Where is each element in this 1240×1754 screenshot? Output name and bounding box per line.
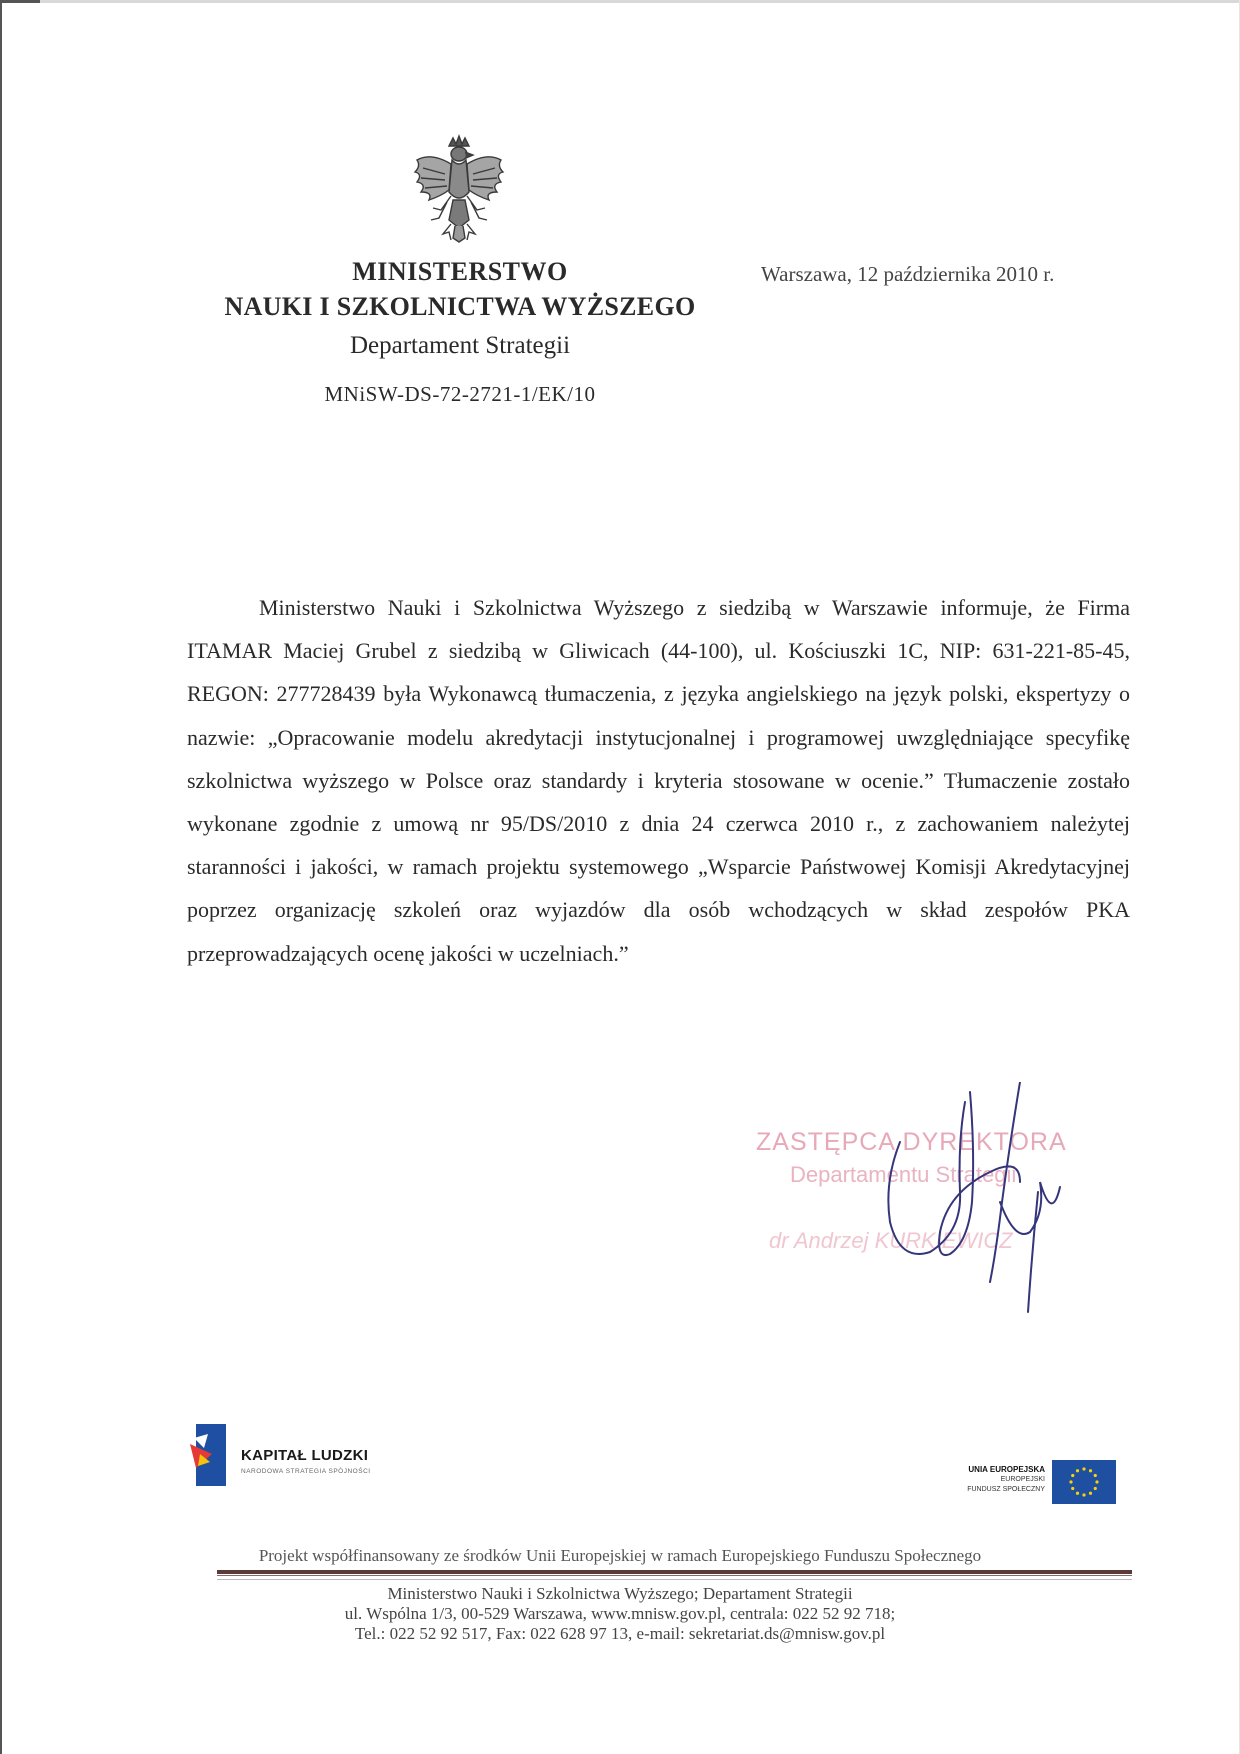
footer-line2: ul. Wspólna 1/3, 00-529 Warszawa, www.mnisw.gov.pl, centrala: 022 52 92 718;: [344, 1604, 896, 1623]
eu-star-icon: [1071, 1474, 1074, 1477]
reference-number: MNiSW-DS-72-2721-1/EK/10: [324, 382, 596, 406]
scan-left-edge: [0, 0, 2, 1754]
kapital-ludzki-logo: [190, 1424, 430, 1486]
kapital-ludzki-title: KAPITAŁ LUDZKI: [241, 1447, 369, 1464]
footer-line1: Ministerstwo Nauki i Szkolnictwa Wyższego; Departament Strategii: [387, 1584, 853, 1603]
ministry-name-line2: NAUKI I SZKOLNICTWA WYŻSZEGO: [224, 292, 696, 321]
eu-star-icon: [1069, 1480, 1072, 1483]
eu-star-icon: [1094, 1487, 1097, 1490]
eu-star-icon: [1095, 1480, 1098, 1483]
footer-rule-light: [217, 1579, 1132, 1580]
eu-star-icon: [1076, 1492, 1079, 1495]
eu-logo-line2: EUROPEJSKI: [1000, 1476, 1045, 1483]
kapital-ludzki-subtitle: NARODOWA STRATEGIA SPÓJNOŚCI: [241, 1468, 371, 1475]
footer-line3: Tel.: 022 52 92 517, Fax: 022 628 97 13, e-mail: sekretariat.ds@mnisw.gov.pl: [354, 1624, 886, 1643]
eu-star-icon: [1082, 1493, 1085, 1496]
eu-star-icon: [1089, 1492, 1092, 1495]
stamp-title: ZASTĘPCA DYREKTORA: [756, 1128, 1067, 1156]
eu-star-icon: [1076, 1469, 1079, 1472]
body-paragraph: Ministerstwo Nauki i Szkolnictwa Wyższego z siedzibą w Warszawie informuje, że Firma ITAMAR Maciej Grubel z siedzibą w Gliwicach (44-100), ul. Kościuszki 1C, NIP: 631-221-85-45, REGON: 277728439 była Wykonawcą tłumaczenia, z języka angielskiego na język polski, ekspertyzy o nazwie: „Opracowanie modelu akredytacji instytucjonalnej i programowej uwzględniające specyfikę szkolnictwa wyższego w Polsce oraz standardy i kryteria stosowane w ocenie.” Tłumaczenie zostało wykonane zgodnie z umową nr 95/DS/2010 z dnia 24 czerwca 2010 r., z zachowaniem należytej staranności i jakości, w ramach projektu systemowego „Wsparcie Państwowej Komisji Akredytacyjnej poprzez organizację szkoleń oraz wyjazdów dla osób wchodzących w skład zespołów PKA przeprowadzających ocenę jakości w uczelniach.”: [187, 595, 1130, 966]
eu-logo-line1: UNIA EUROPEJSKA: [968, 1465, 1045, 1474]
stamp-person: dr Andrzej KURKIEWICZ: [769, 1228, 1013, 1253]
eu-logo: [930, 1460, 1120, 1506]
letter-body: [187, 586, 1130, 975]
eu-star-icon: [1082, 1467, 1085, 1470]
eu-star-icon: [1089, 1469, 1092, 1472]
eu-star-icon: [1071, 1487, 1074, 1490]
eu-flag-icon: [1052, 1460, 1116, 1504]
department-name: Departament Strategii: [349, 332, 571, 359]
kapital-ludzki-flag-icon: [190, 1424, 226, 1486]
scan-top-edge: [0, 0, 1240, 3]
eu-star-icon: [1094, 1474, 1097, 1477]
footer-rule: [217, 1570, 1132, 1574]
letter-date: Warszawa, 12 października 2010 r.: [761, 262, 1055, 286]
handwritten-signature: [870, 1082, 1070, 1322]
scan-top-corner: [0, 0, 40, 3]
letterhead: [160, 256, 760, 408]
stamp-department: Departamentu Strategii: [790, 1162, 1017, 1187]
ministry-name-line1: MINISTERSTWO: [352, 257, 568, 286]
eu-logo-line3: FUNDUSZ SPOŁECZNY: [967, 1486, 1045, 1493]
footer-rule-thin: [217, 1575, 1132, 1576]
polish-eagle-emblem-icon: [409, 134, 509, 246]
eu-logo-text: [967, 1465, 1045, 1495]
cofinance-note: Projekt współfinansowany ze środków Unii Europejskiej w ramach Europejskiego Funduszu Społecznego: [258, 1546, 982, 1565]
footer-address: [180, 1584, 1060, 1644]
